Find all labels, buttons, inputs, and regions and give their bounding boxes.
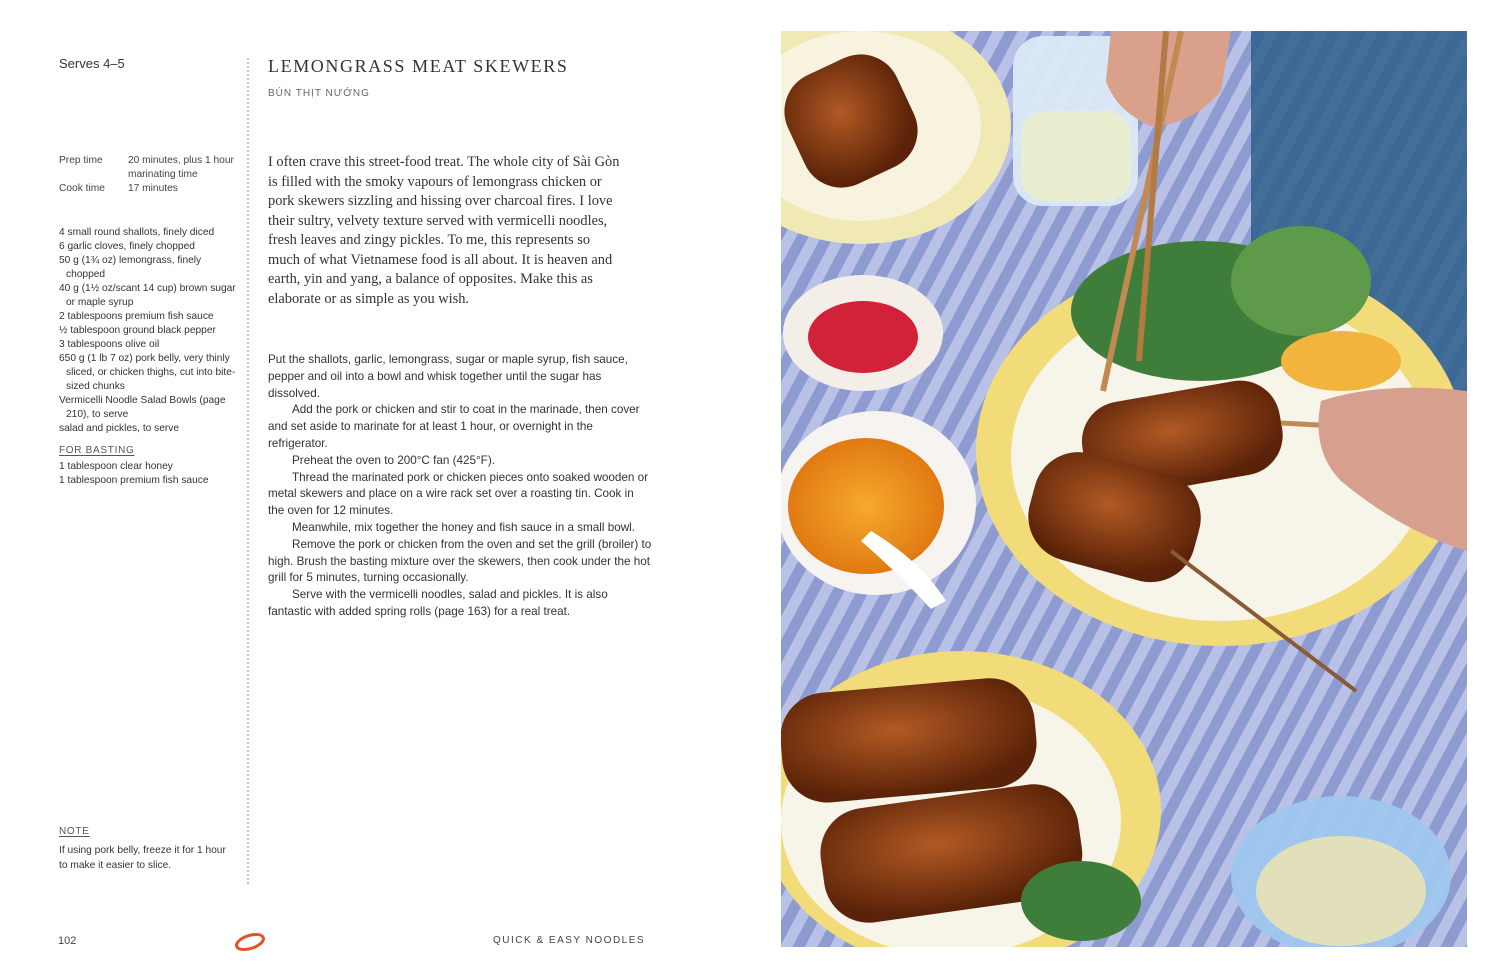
method-step: Remove the pork or chicken from the oven and set the grill (broiler) to high. Brush the basting mixture over the skewers, then cook under the hot grill for 5 minutes, turning occasionally. (268, 537, 652, 585)
ingredient-item: 650 g (1 lb 7 oz) pork belly, very thinly sliced, or chicken thighs, cut into bite-sized chunks (59, 353, 236, 392)
serves-label: Serves 4–5 (59, 56, 125, 71)
prep-time-row (59, 154, 238, 182)
prep-time-value: 20 minutes, plus 1 hour marinating time (128, 155, 234, 180)
column-divider (247, 58, 249, 884)
food-photo (781, 31, 1467, 947)
note-heading: NOTE (59, 826, 90, 837)
method-step: Thread the marinated pork or chicken pieces onto soaked wooden or metal skewers and place on a wire rack set over a roasting tin. Cook in the oven for 12 minutes. (268, 470, 649, 518)
note-text: If using pork belly, freeze it for 1 hour to make it easier to slice. (59, 844, 226, 871)
ingredient-item: 4 small round shallots, finely diced (59, 227, 215, 238)
ingredient-item: 2 tablespoons premium fish sauce (59, 311, 214, 322)
ingredient-item: 3 tablespoons olive oil (59, 339, 160, 350)
method-step: Add the pork or chicken and stir to coat in the marinade, then cover and set aside to marinate for at least 1 hour, or overnight in the refrigerator. (268, 403, 640, 450)
ingredient-item: 6 garlic cloves, finely chopped (59, 241, 195, 252)
section-title: QUICK & EASY NOODLES (493, 935, 646, 946)
method-steps (268, 352, 653, 621)
page-number: 102 (58, 935, 77, 947)
method-step: Meanwhile, mix together the honey and fish sauce in a small bowl. (292, 520, 636, 534)
ingredients-list (59, 226, 241, 488)
method-step: Serve with the vermicelli noodles, salad and pickles. It is also fantastic with added spring rolls (page 163) for a real treat. (268, 588, 608, 618)
intro-paragraph: I often crave this street-food treat. The whole city of Sài Gòn is filled with the smoky vapours of lemongrass chicken or pork skewers sizzling and hissing over charcoal fires. I love their sultry, velvety texture served with vermicelli noodles, fresh leaves and zingy pickles. To me, this represents so much of what Vietnamese food is all about. It is heaven and earth, yin and yang, a balance of opposites. Make this as elaborate or as simple as you wish. (268, 154, 620, 307)
ingredient-item: ½ tablespoon ground black pepper (59, 325, 216, 336)
recipe-subtitle: BÚN THỊT NƯỚNG (268, 88, 370, 99)
basting-heading: FOR BASTING (59, 445, 135, 456)
cook-time-value: 17 minutes (128, 183, 178, 194)
ingredient-item: 40 g (1½ oz/scant 14 cup) brown sugar or maple syrup (59, 283, 236, 308)
method-step: Put the shallots, garlic, lemongrass, sugar or maple syrup, fish sauce, pepper and oil into a bowl and whisk together until the sugar has dissolved. (268, 353, 628, 400)
prep-time-label: Prep time (59, 155, 103, 166)
publisher-logo-icon (233, 932, 267, 952)
basting-item: 1 tablespoon clear honey (59, 461, 173, 472)
note-box (59, 824, 229, 874)
basting-item: 1 tablespoon premium fish sauce (59, 475, 209, 486)
recipe-title: LEMONGRASS MEAT SKEWERS (268, 56, 569, 76)
ingredient-item: 50 g (1¾ oz) lemongrass, finely chopped (59, 255, 202, 280)
ingredient-item: salad and pickles, to serve (59, 423, 180, 434)
cook-time-row (59, 182, 238, 196)
time-info (59, 154, 238, 196)
cook-time-label: Cook time (59, 183, 105, 194)
ingredient-item: Vermicelli Noodle Salad Bowls (page 210), to serve (59, 395, 226, 420)
method-step: Preheat the oven to 200°C fan (425°F). (292, 453, 495, 467)
